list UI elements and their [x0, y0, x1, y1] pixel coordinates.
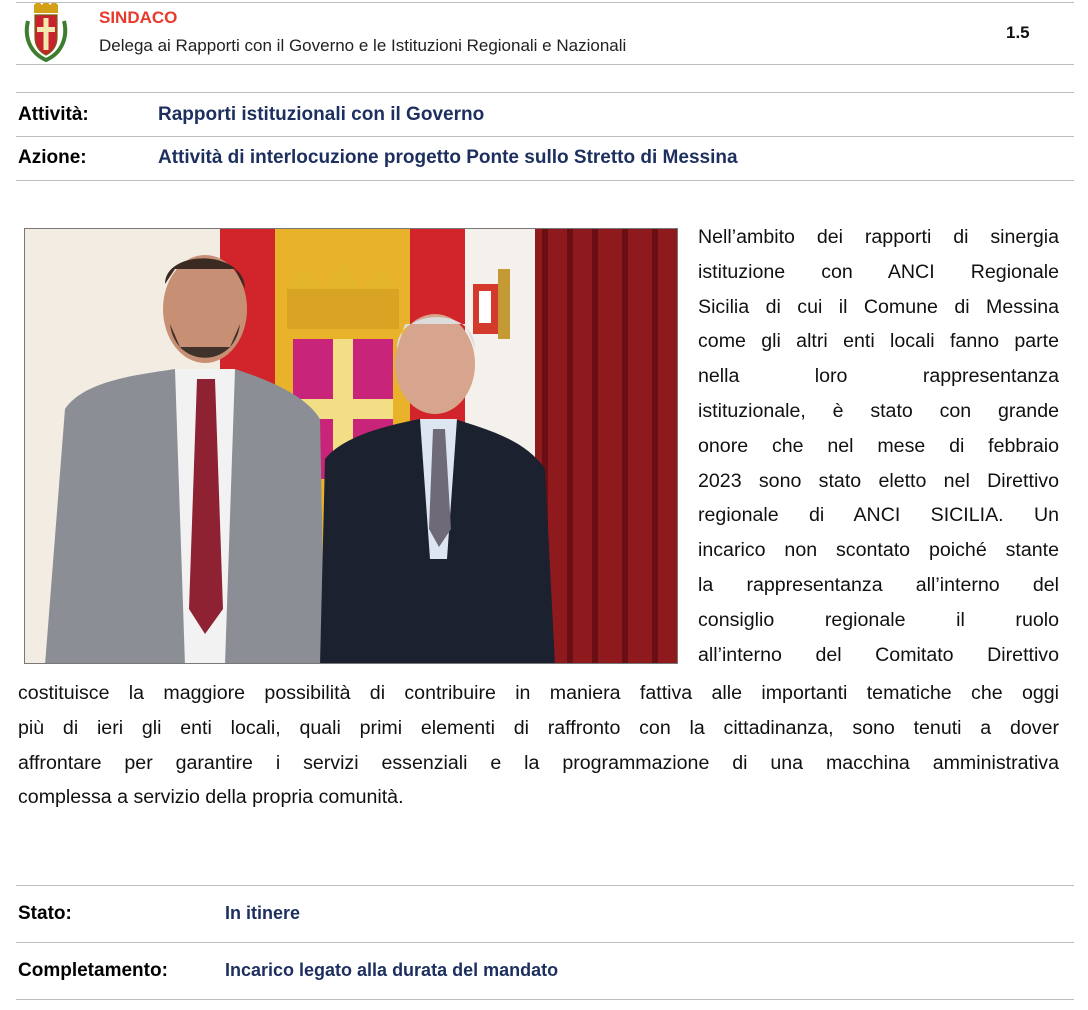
body-full-line: più di ieri gli enti locali, quali primi elementi di raffronto con la cittadinanza, sono tenuti a dover: [18, 716, 1059, 739]
activity-label: Attività:: [18, 104, 89, 125]
header-subtitle: Delega ai Rapporti con il Governo e le Istituzioni Regionali e Nazionali: [99, 36, 627, 55]
status-label: Stato:: [18, 903, 72, 924]
meeting-photo: [24, 228, 678, 664]
body-full-line: complessa a servizio della propria comunità.: [18, 786, 404, 809]
body-side-line: Sicilia di cui il Comune di Messina: [698, 295, 1059, 318]
body-full-line: costituisce la maggiore possibilità di contribuire in maniera fattiva alle importanti tematiche che oggi: [18, 682, 1059, 704]
body-side-line: onore che nel mese di febbraio: [698, 434, 1059, 457]
meeting-photo-illustration: [25, 229, 678, 664]
section-number: 1.5: [1006, 23, 1030, 42]
completion-label: Completamento:: [18, 960, 168, 981]
body-side-line: nella loro rappresentanza: [698, 365, 1059, 388]
activity-top-rule: [16, 92, 1074, 93]
body-side-line: istituzione con ANCI Regionale: [698, 260, 1059, 283]
completion-value: Incarico legato alla durata del mandato: [225, 960, 559, 980]
body-side-line: incarico non scontato poiché stante: [698, 539, 1059, 562]
body-full-line: affrontare per garantire i servizi essenziali e la programmazione di una macchina amministrativa: [18, 751, 1059, 774]
body-side-line: regionale di ANCI SICILIA. Un: [698, 504, 1059, 527]
body-side-line: Nell’ambito dei rapporti di sinergia: [698, 226, 1059, 248]
body-side-line: istituzionale, è stato con grande: [698, 399, 1059, 422]
body-text-full: [18, 676, 1059, 815]
status-bottom-rule: [16, 942, 1074, 943]
action-label: Azione:: [18, 147, 87, 168]
body-text-side: [698, 220, 1059, 672]
body-side-line: all’interno del Comitato Direttivo: [698, 643, 1059, 666]
body-side-line: consiglio regionale il ruolo: [698, 608, 1059, 631]
activity-value: Rapporti istituzionali con il Governo: [158, 104, 485, 125]
body-side-line: come gli altri enti locali fanno parte: [698, 330, 1059, 353]
city-crest-logo: [22, 3, 70, 63]
body-side-line: 2023 sono stato eletto nel Direttivo: [698, 469, 1059, 492]
status-top-rule: [16, 885, 1074, 886]
body-side-line: la rappresentanza all’interno del: [698, 573, 1059, 596]
header-bottom-rule: [16, 64, 1074, 65]
activity-bottom-rule: [16, 136, 1074, 137]
status-value: In itinere: [225, 903, 301, 923]
header-title: SINDACO: [99, 8, 178, 27]
action-value: Attività di interlocuzione progetto Ponte sullo Stretto di Messina: [158, 147, 738, 168]
action-bottom-rule: [16, 180, 1074, 181]
header-top-rule: [16, 2, 1074, 3]
completion-bottom-rule: [16, 999, 1074, 1000]
